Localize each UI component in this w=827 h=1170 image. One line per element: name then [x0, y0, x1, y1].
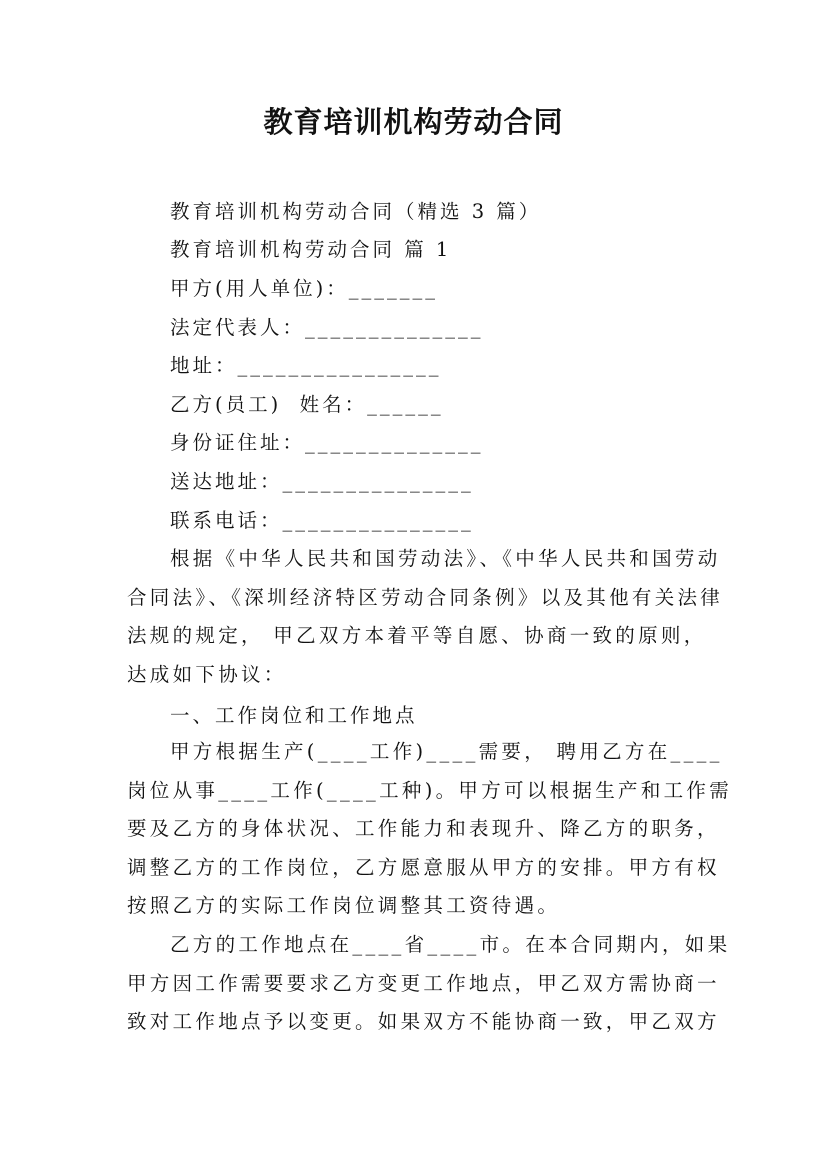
paragraph-line: 调整乙方的工作岗位，乙方愿意服从甲方的安排。甲方有权: [127, 855, 720, 879]
work-location-paragraph: [127, 926, 731, 1042]
phone-field: 联系电话：_______________: [170, 509, 474, 532]
document-title: 教育培训机构劳动合同: [263, 105, 564, 139]
paragraph-line: 致对工作地点予以变更。如果双方不能协商一致，甲乙双方: [127, 1010, 720, 1034]
job-position-paragraph: [127, 733, 733, 926]
paragraph-line: 甲方根据生产(____工作)____需要， 聘用乙方在____: [170, 740, 723, 763]
party-b-name-field: 乙方(员工) 姓名：______: [170, 393, 444, 416]
section-heading: 一、工作岗位和工作地点: [170, 704, 418, 727]
party-a-field: 甲方(用人单位)：_______: [170, 277, 438, 300]
paragraph-line: 达成如下协议：: [127, 662, 287, 686]
legal-rep-field: 法定代表人：______________: [170, 316, 484, 339]
chapter-heading: 教育培训机构劳动合同 篇 1: [170, 238, 452, 261]
delivery-address-field: 送达地址：_______________: [170, 470, 474, 493]
subtitle-line: 教育培训机构劳动合同（精选 3 篇）: [170, 200, 542, 223]
paragraph-line: 岗位从事____工作(____工种)。甲方可以根据生产和工作需: [127, 778, 733, 802]
paragraph-line: 乙方的工作地点在____省____市。在本合同期内，如果: [170, 933, 731, 956]
id-address-field: 身份证住址：______________: [170, 431, 484, 454]
paragraph-line: 按照乙方的实际工作岗位调整其工资待遇。: [127, 894, 561, 918]
paragraph-line: 合同法》、《深圳经济特区劳动合同条例》以及其他有关法律: [127, 585, 724, 609]
paragraph-line: 要及乙方的身体状况、工作能力和表现升、降乙方的职务，: [127, 817, 720, 841]
paragraph-line: 根据《中华人民共和国劳动法》、《中华人民共和国劳动: [170, 547, 721, 570]
preamble-paragraph: [127, 540, 724, 694]
address-field: 地址：________________: [170, 354, 442, 377]
paragraph-line: 法规的规定， 甲乙双方本着平等自愿、协商一致的原则，: [127, 624, 707, 648]
paragraph-line: 甲方因工作需要要求乙方变更工作地点，甲乙双方需协商一: [127, 971, 720, 995]
